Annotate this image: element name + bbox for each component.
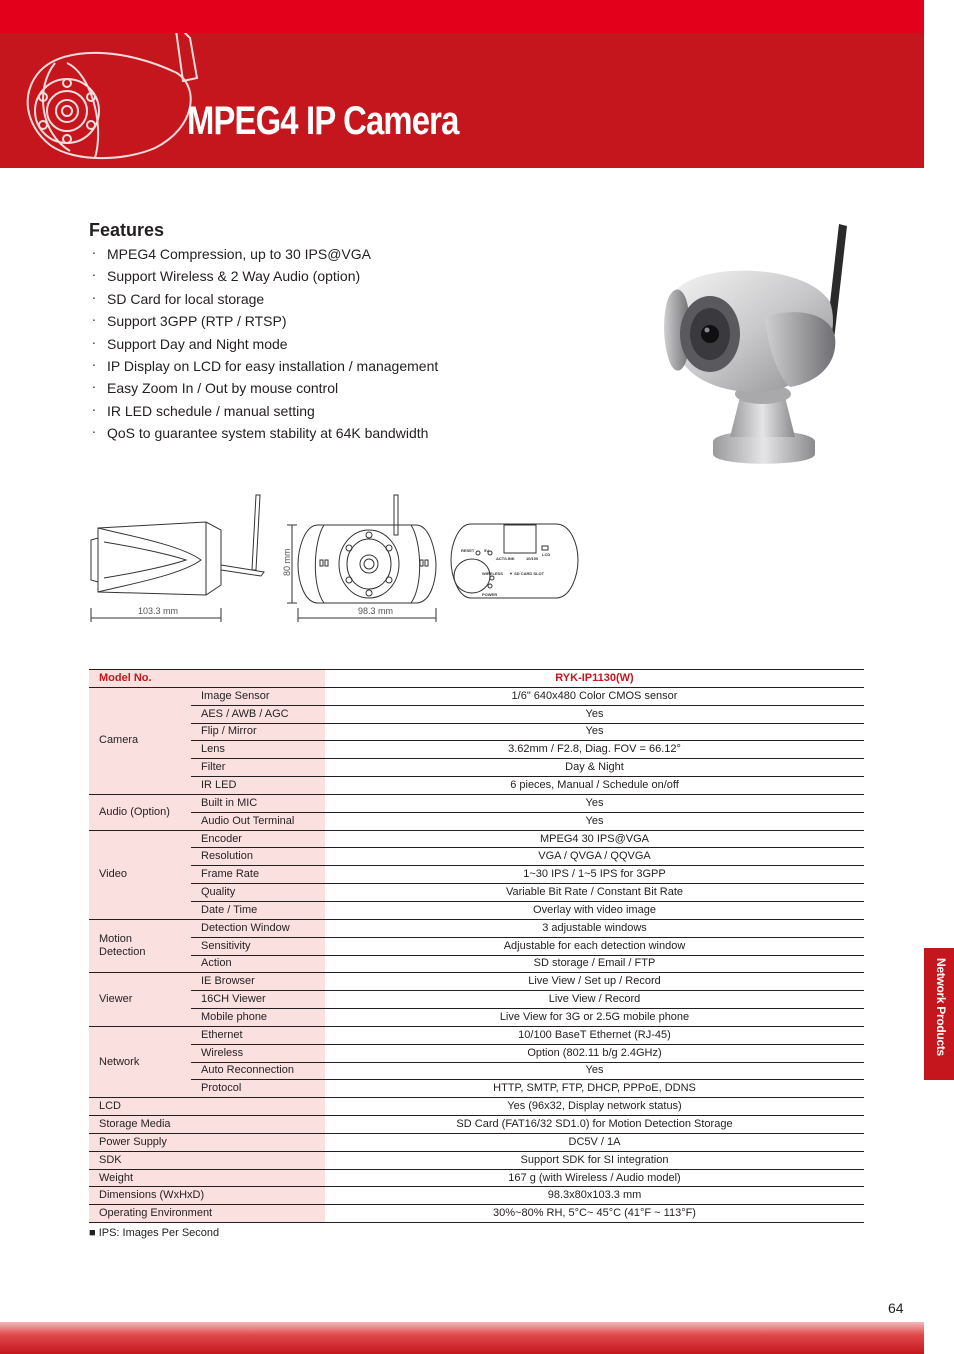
table-row — [89, 1133, 864, 1151]
rear-label-lcd: LCD — [542, 552, 551, 557]
spec-category: Video — [89, 830, 191, 919]
table-row — [89, 901, 864, 919]
bullet-icon: ‧ — [92, 358, 96, 373]
spec-value: Option (802.11 b/g 2.4GHz) — [325, 1044, 864, 1062]
table-row — [89, 1187, 864, 1205]
table-row — [89, 1062, 864, 1080]
spec-value: SD Card (FAT16/32 SD1.0) for Motion Detection Storage — [325, 1116, 864, 1134]
rear-label-5v: 5V — [484, 548, 489, 553]
table-row — [89, 1098, 864, 1116]
table-header-row — [89, 670, 864, 688]
spec-value: Yes — [325, 723, 864, 741]
feature-item — [89, 288, 438, 310]
feature-text: Support Day and Night mode — [107, 335, 288, 352]
spec-item: Flip / Mirror — [191, 723, 325, 741]
front-height-label: 80 mm — [282, 548, 292, 576]
spec-item: Quality — [191, 884, 325, 902]
feature-item — [89, 333, 438, 355]
spec-value: DC5V / 1A — [325, 1133, 864, 1151]
spec-item: Lens — [191, 741, 325, 759]
bullet-icon: ‧ — [92, 314, 96, 329]
rear-label-speed: 10/100 — [526, 556, 539, 561]
table-row — [89, 955, 864, 973]
spec-item: Operating Environment — [89, 1205, 325, 1223]
feature-text: Support 3GPP (RTP / RTSP) — [107, 313, 287, 330]
table-row — [89, 919, 864, 937]
header-banner — [0, 33, 924, 168]
spec-value: 1/6" 640x480 Color CMOS sensor — [325, 687, 864, 705]
spec-item: Power Supply — [89, 1133, 325, 1151]
spec-value: Adjustable for each detection window — [325, 937, 864, 955]
rear-label-power: POWER — [482, 592, 498, 597]
spec-category: Audio (Option) — [89, 794, 191, 830]
feature-text: MPEG4 Compression, up to 30 IPS@VGA — [107, 246, 371, 262]
spec-value: Day & Night — [325, 759, 864, 777]
spec-item: LCD — [89, 1098, 325, 1116]
spec-item: Ethernet — [191, 1026, 325, 1044]
spec-item: IR LED — [191, 777, 325, 795]
spec-value: Yes — [325, 812, 864, 830]
feature-text: IR LED schedule / manual setting — [107, 402, 315, 419]
spec-item: Wireless — [191, 1044, 325, 1062]
rear-label-wireless: WIRELESS — [482, 571, 503, 576]
side-width-label: 103.3 mm — [138, 606, 179, 616]
bullet-icon: ‧ — [92, 381, 96, 396]
spec-value: 167 g (with Wireless / Audio model) — [325, 1169, 864, 1187]
spec-item: Mobile phone — [191, 1009, 325, 1027]
feature-text: Easy Zoom In / Out by mouse control — [107, 380, 339, 397]
camera-product-photo — [655, 222, 865, 467]
spec-category: Camera — [89, 687, 191, 794]
spec-value: 98.3x80x103.3 mm — [325, 1187, 864, 1205]
spec-item: Storage Media — [89, 1116, 325, 1134]
spec-value: Live View / Set up / Record — [325, 973, 864, 991]
features-list — [89, 243, 438, 445]
table-row — [89, 1080, 864, 1098]
table-row — [89, 759, 864, 777]
feature-text: Support Wireless & 2 Way Audio (option) — [107, 268, 361, 285]
spec-item: Image Sensor — [191, 687, 325, 705]
bottom-color-bar — [0, 1322, 924, 1354]
bullet-icon: ‧ — [92, 269, 96, 284]
dimension-drawing — [86, 490, 586, 625]
spec-category: Network — [89, 1026, 191, 1097]
front-width-label: 98.3 mm — [358, 606, 394, 616]
rear-label-reset: RESET — [461, 548, 475, 553]
page-title: MPEG4 IP Camera — [187, 99, 459, 143]
spec-value: 30%~80% RH, 5°C~ 45°C (41°F ~ 113°F) — [325, 1205, 864, 1223]
dimension-diagrams — [86, 490, 586, 625]
spec-value: Yes (96x32, Display network status) — [325, 1098, 864, 1116]
spec-value: Yes — [325, 794, 864, 812]
table-row — [89, 1151, 864, 1169]
feature-item — [89, 355, 438, 377]
spec-item: 16CH Viewer — [191, 991, 325, 1009]
table-row — [89, 741, 864, 759]
spec-value: MPEG4 30 IPS@VGA — [325, 830, 864, 848]
spec-item: Audio Out Terminal — [191, 812, 325, 830]
feature-text: SD Card for local storage — [107, 290, 265, 307]
feature-item — [89, 422, 438, 444]
spec-value: Overlay with video image — [325, 901, 864, 919]
spec-value: 10/100 BaseT Ethernet (RJ-45) — [325, 1026, 864, 1044]
side-tab-label: Network Products — [934, 958, 948, 1056]
table-row — [89, 1009, 864, 1027]
features-heading: Features — [89, 220, 165, 240]
feature-item — [89, 377, 438, 399]
table-row — [89, 937, 864, 955]
table-row — [89, 866, 864, 884]
spec-item: Action — [191, 955, 325, 973]
spec-item: Filter — [191, 759, 325, 777]
table-row — [89, 1044, 864, 1062]
spec-value: 6 pieces, Manual / Schedule on/off — [325, 777, 864, 795]
spec-item: Protocol — [191, 1080, 325, 1098]
spec-value: Variable Bit Rate / Constant Bit Rate — [325, 884, 864, 902]
table-row — [89, 812, 864, 830]
table-row — [89, 723, 864, 741]
model-no-value: RYK-IP1130(W) — [325, 670, 864, 688]
spec-item: Sensitivity — [191, 937, 325, 955]
footnote: ■ IPS: Images Per Second — [89, 1227, 220, 1239]
spec-value: Live View / Record — [325, 991, 864, 1009]
spec-value: Yes — [325, 1062, 864, 1080]
feature-item — [89, 310, 438, 332]
spec-category: Viewer — [89, 973, 191, 1027]
model-no-label: Model No. — [89, 670, 325, 688]
table-row — [89, 705, 864, 723]
spec-item: Auto Reconnection — [191, 1062, 325, 1080]
spec-value: HTTP, SMTP, FTP, DHCP, PPPoE, DDNS — [325, 1080, 864, 1098]
feature-item — [89, 243, 438, 265]
page-number: 64 — [888, 1300, 904, 1316]
rear-label-act-link: ACT/LINK — [496, 556, 515, 561]
spec-value: 3 adjustable windows — [325, 919, 864, 937]
feature-item — [89, 265, 438, 287]
table-row — [89, 1026, 864, 1044]
section-side-tab — [924, 948, 954, 1080]
bullet-icon: ‧ — [92, 336, 96, 351]
bullet-icon: ‧ — [92, 247, 96, 261]
table-row — [89, 884, 864, 902]
spec-item: Encoder — [191, 830, 325, 848]
bullet-icon: ‧ — [92, 403, 96, 418]
spec-value: VGA / QVGA / QQVGA — [325, 848, 864, 866]
table-row — [89, 973, 864, 991]
table-row — [89, 1205, 864, 1223]
spec-item: Frame Rate — [191, 866, 325, 884]
spec-value: SD storage / Email / FTP — [325, 955, 864, 973]
table-row — [89, 848, 864, 866]
table-row — [89, 830, 864, 848]
feature-text: IP Display on LCD for easy installation / management — [107, 357, 439, 374]
spec-item: IE Browser — [191, 973, 325, 991]
spec-item: Detection Window — [191, 919, 325, 937]
spec-value: Support SDK for SI integration — [325, 1151, 864, 1169]
bullet-icon: ‧ — [92, 291, 96, 306]
spec-item: Dimensions (WxHxD) — [89, 1187, 325, 1205]
spec-item: Date / Time — [191, 901, 325, 919]
page-margin — [924, 0, 954, 1354]
spec-item: Resolution — [191, 848, 325, 866]
table-row — [89, 794, 864, 812]
spec-value: Live View for 3G or 2.5G mobile phone — [325, 1009, 864, 1027]
top-color-bar — [0, 0, 924, 33]
rear-label-sd-slot: ▼ SD CARD SLOT — [509, 571, 545, 576]
spec-item: Weight — [89, 1169, 325, 1187]
feature-text: QoS to guarantee system stability at 64K bandwidth — [107, 425, 429, 442]
spec-item: AES / AWB / AGC — [191, 705, 325, 723]
camera-outline-icon — [15, 33, 215, 168]
feature-item — [89, 400, 438, 422]
bullet-icon: ‧ — [92, 426, 96, 441]
spec-table — [89, 669, 864, 1223]
table-row — [89, 687, 864, 705]
spec-item: Built in MIC — [191, 794, 325, 812]
spec-value: 1~30 IPS / 1~5 IPS for 3GPP — [325, 866, 864, 884]
spec-category: Motion Detection — [89, 919, 191, 973]
table-row — [89, 991, 864, 1009]
spec-value: 3.62mm / F2.8, Diag. FOV = 66.12° — [325, 741, 864, 759]
table-row — [89, 777, 864, 795]
table-row — [89, 1169, 864, 1187]
spec-item: SDK — [89, 1151, 325, 1169]
spec-value: Yes — [325, 705, 864, 723]
table-row — [89, 1116, 864, 1134]
